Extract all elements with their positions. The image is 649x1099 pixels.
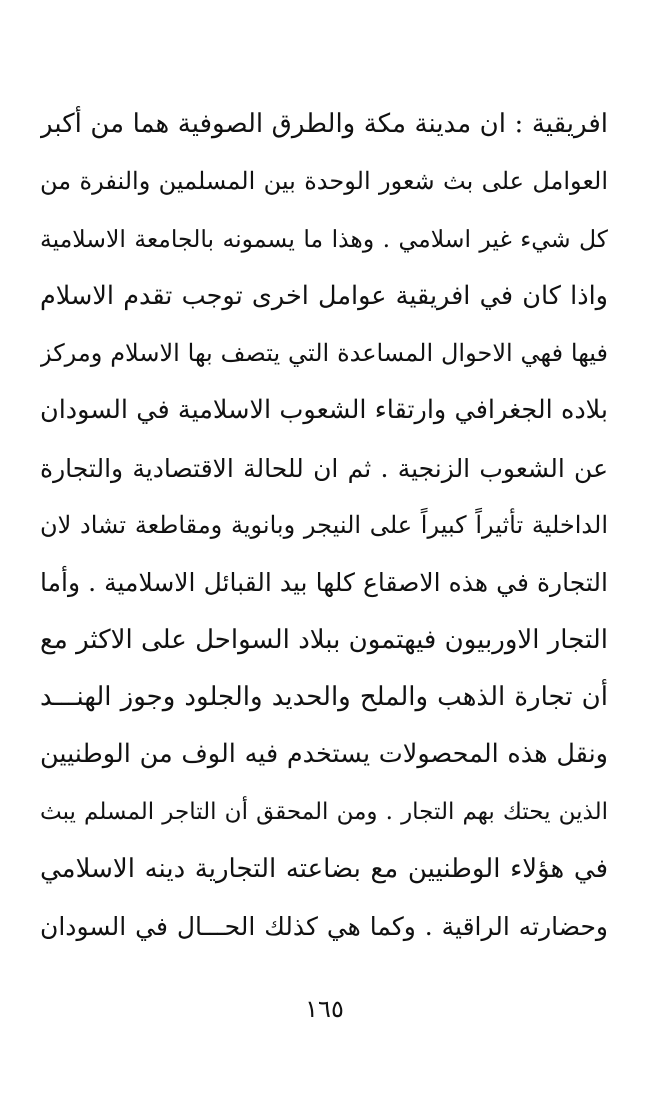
text-line: افريقية : ان مدينة مكة والطرق الصوفية هما من أكبر: [40, 109, 608, 139]
text-line: الذين يحتك بهم التجار . ومن المحقق أن التاجر المسلم يبث: [40, 798, 608, 825]
body-text: [40, 96, 608, 955]
text-line: أن تجارة الذهب والملح والحديد والجلود وجوز الهنـــد: [40, 681, 608, 712]
text-line: الداخلية تأثيراً كبيراً على النيجر وبانوية ومقاطعة تشاد لان: [40, 511, 608, 540]
text-line: وحضارته الراقية . وكما هي كذلك الحـــال في السودان: [40, 912, 608, 942]
text-line: كل شيء غير اسلامي . وهذا ما يسمونه بالجامعة الاسلامية: [40, 224, 608, 253]
text-line: فيها فهي الاحوال المساعدة التي يتصف بها الاسلام ومركز: [40, 339, 608, 368]
text-line: واذا كان في افريقية عوامل اخرى توجب تقدم الاسلام: [40, 280, 608, 311]
page-number: ١٦٥: [305, 995, 344, 1023]
text-line: التجار الاوربيون فيهتمون ببلاد السواحل على الاكثر مع: [40, 624, 608, 655]
text-line: بلاده الجغرافي وارتقاء الشعوب الاسلامية في السودان: [40, 395, 608, 426]
text-line: ونقل هذه المحصولات يستخدم فيه الوف من الوطنيين: [40, 739, 608, 770]
text-line: التجارة في هذه الاصقاع كلها بيد القبائل الاسلامية . وأما: [40, 568, 608, 598]
text-line: العوامل على بث شعور الوحدة بين المسلمين والنفرة من: [40, 167, 608, 196]
text-line: عن الشعوب الزنجية . ثم ان للحالة الاقتصادية والتجارة: [40, 453, 608, 483]
text-line: في هؤلاء الوطنيين مع بضاعته التجارية دينه الاسلامي: [40, 853, 608, 884]
